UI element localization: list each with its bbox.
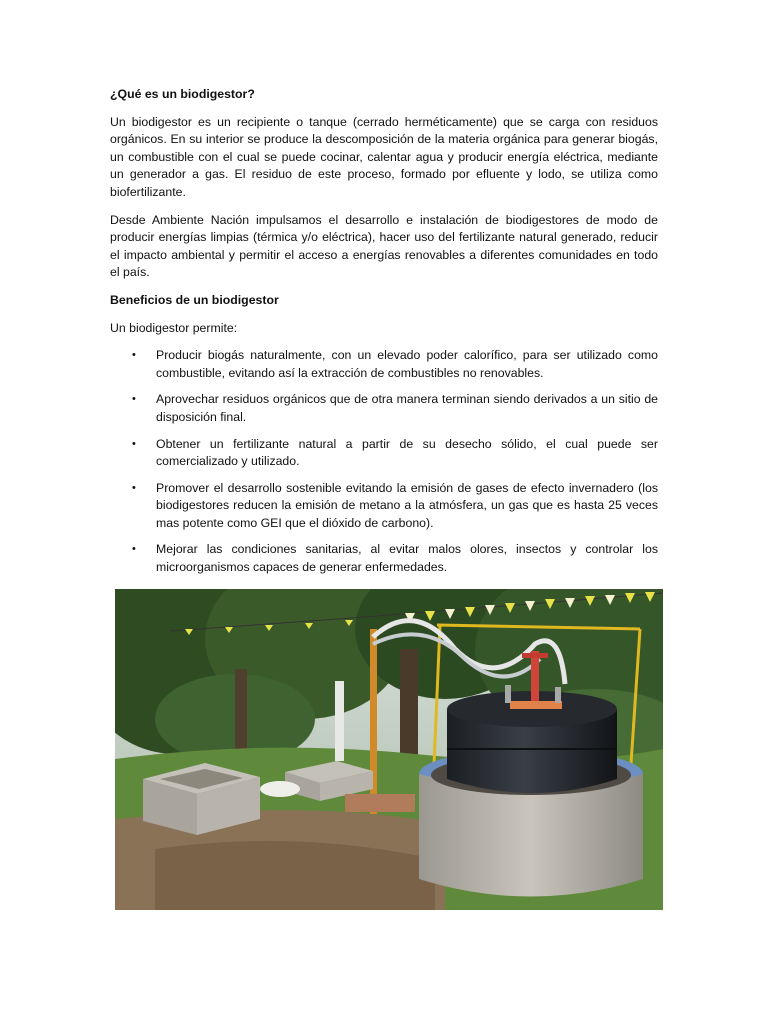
list-item-text: Producir biogás naturalmente, con un elevado poder calorífico, para ser utilizado como combustible, evitando así la extracción de combustibles no renovables.: [156, 348, 658, 380]
benefits-list: [110, 347, 658, 577]
paragraph-definition: Un biodigestor es un recipiente o tanque (cerrado herméticamente) que se carga con residuos orgánicos. En su interior se produce la descomposición de la materia orgánica para generar biogás, un combustible con el cual se puede cocinar, calentar agua y producir energía eléctrica, mediante un generador a gas. El residuo de este proceso, formado por efluente y lodo, se utiliza como biofertilizante.: [110, 114, 658, 199]
list-item-text: Aprovechar residuos orgánicos que de otra manera terminan siendo derivados a un sitio de disposición final.: [156, 392, 658, 424]
bullet-icon: •: [132, 481, 136, 494]
document-body: [110, 86, 658, 586]
dirt-ground: [155, 841, 435, 910]
white-post: [335, 681, 344, 761]
list-item-text: Obtener un fertilizante natural a partir de su desecho sólido, el cual puede ser comercializado y utilizado.: [156, 436, 658, 469]
list-item: [110, 480, 658, 533]
list-item: [110, 391, 658, 426]
bullet-icon: •: [132, 393, 136, 406]
list-item: [110, 541, 658, 576]
paragraph-ambiente-nacion: Desde Ambiente Nación impulsamos el desarrollo e instalación de biodigestores de modo de producir energías limpias (térmica y/o eléctrica), hacer uso del fertilizante natural generado, reducir el impacto ambiental y permitir el acceso a energías renovables a diferentes comunidades en todo el país.: [110, 212, 658, 280]
bullet-icon: •: [132, 543, 136, 556]
red-pipe: [531, 651, 539, 706]
list-item-text: Mejorar las condiciones sanitarias, al evitar malos olores, insectos y controlar los microorganismos capaces de generar enfermedades.: [156, 542, 658, 575]
benefits-heading: Beneficios de un biodigestor: [110, 292, 279, 307]
benefits-intro: Un biodigestor permite:: [110, 320, 238, 335]
list-item: [110, 436, 658, 471]
wood-board: [345, 794, 415, 812]
list-item: [110, 347, 658, 382]
bullet-icon: •: [132, 349, 136, 362]
page-title: ¿Qué es un biodigestor?: [110, 87, 255, 101]
bucket-lid: [260, 781, 300, 797]
biodigestor-photo: [115, 589, 663, 910]
bullet-icon: •: [132, 437, 136, 450]
list-item-text: Promover el desarrollo sostenible evitando la emisión de gases de efecto invernadero (los biodigestores reducen la emisión de metano a la atmósfera, un gas que es hasta 25 veces mas potente como GEI que el dióxido de carbono).: [156, 480, 658, 530]
